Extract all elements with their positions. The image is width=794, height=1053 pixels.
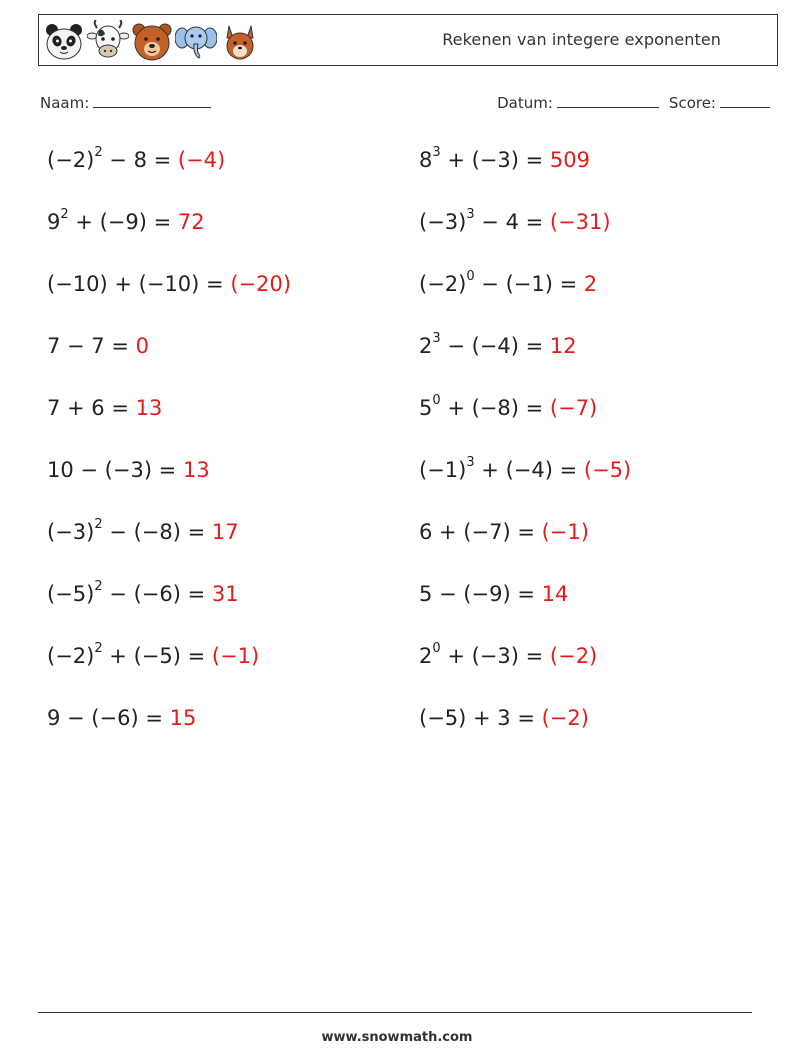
problem-exponent: 2 <box>94 641 103 656</box>
problem-expression-rest: + (−4) = <box>474 458 584 482</box>
problem-16 <box>419 582 568 606</box>
problem-answer: (−5) <box>583 458 632 482</box>
name-blank[interactable] <box>93 93 211 108</box>
problem-14 <box>419 520 589 544</box>
problem-answer: (−2) <box>549 644 598 668</box>
footer-site: www.snowmath.com <box>321 1030 473 1045</box>
problem-answer: (−20) <box>230 272 292 296</box>
score-label: Score: <box>668 94 716 112</box>
problem-19 <box>47 706 196 730</box>
problem-expression-rest: + (−5) = <box>102 644 212 668</box>
score-blank[interactable] <box>720 93 770 108</box>
problem-answer: (−1) <box>541 520 589 544</box>
panda-icon <box>43 20 85 62</box>
problem-expression: 6 + (−7) = <box>419 520 542 544</box>
problem-answer: 13 <box>135 396 163 420</box>
problem-3 <box>47 207 205 234</box>
problem-expression: 9 <box>47 210 61 234</box>
problem-expression: (−3) <box>419 210 467 234</box>
problem-13 <box>47 517 239 544</box>
problem-answer: (−2) <box>541 706 589 730</box>
problem-expression: (−2) <box>47 148 95 172</box>
date-label: Datum: <box>497 94 553 112</box>
name-label: Naam: <box>40 94 90 112</box>
problem-expression-rest: + (−8) = <box>440 396 550 420</box>
problem-exponent: 2 <box>94 145 103 160</box>
problem-2 <box>419 145 590 172</box>
worksheet-title: Rekenen van integere exponenten <box>442 30 721 49</box>
problem-expression: 2 <box>419 644 433 668</box>
squirrel-icon <box>219 20 261 62</box>
problem-answer: (−31) <box>549 210 611 234</box>
problem-expression-rest: + (−3) = <box>440 148 550 172</box>
problem-expression-rest: − (−1) = <box>474 272 584 296</box>
date-blank[interactable] <box>557 93 659 108</box>
problem-answer: 12 <box>549 334 577 358</box>
problem-exponent: 0 <box>466 269 475 284</box>
problem-expression: (−1) <box>419 458 467 482</box>
problem-expression: 8 <box>419 148 433 172</box>
problem-expression: (−5) <box>47 582 95 606</box>
problem-answer: 31 <box>211 582 239 606</box>
problem-expression: 7 + 6 = <box>47 396 136 420</box>
problem-expression: (−10) + (−10) = <box>47 272 231 296</box>
problem-11 <box>47 458 210 482</box>
problem-17 <box>47 641 260 668</box>
problem-expression: 5 − (−9) = <box>419 582 542 606</box>
problem-expression: 2 <box>419 334 433 358</box>
problem-expression-rest: − 8 = <box>102 148 178 172</box>
problem-1 <box>47 145 226 172</box>
problem-exponent: 3 <box>432 145 441 160</box>
problem-6 <box>419 269 598 296</box>
problem-15 <box>47 579 239 606</box>
problem-5 <box>47 272 291 296</box>
bear-icon <box>131 20 173 62</box>
problem-answer: 13 <box>182 458 210 482</box>
problem-answer: (−4) <box>177 148 226 172</box>
problem-answer: 509 <box>549 148 590 172</box>
problem-4 <box>419 207 611 234</box>
problem-answer: (−1) <box>211 644 260 668</box>
problem-expression: 9 − (−6) = <box>47 706 170 730</box>
problem-expression-rest: − (−8) = <box>102 520 212 544</box>
problem-exponent: 0 <box>432 641 441 656</box>
name-field <box>40 93 211 112</box>
problem-answer: 0 <box>135 334 149 358</box>
problem-answer: (−7) <box>549 396 598 420</box>
problem-9 <box>47 396 162 420</box>
problem-18 <box>419 641 598 668</box>
problem-answer: 72 <box>177 210 205 234</box>
problem-exponent: 2 <box>94 579 103 594</box>
problem-expression: 7 − 7 = <box>47 334 136 358</box>
problem-answer: 2 <box>583 272 598 296</box>
problem-expression-rest: − 4 = <box>474 210 550 234</box>
problem-answer: 14 <box>541 582 569 606</box>
elephant-icon <box>175 20 217 62</box>
problem-expression: 5 <box>419 396 433 420</box>
problem-exponent: 0 <box>432 393 441 408</box>
problem-exponent: 2 <box>60 207 69 222</box>
header-box <box>38 14 778 66</box>
problem-expression: (−2) <box>47 644 95 668</box>
problem-expression: 10 − (−3) = <box>47 458 183 482</box>
problem-exponent: 2 <box>94 517 103 532</box>
problem-answer: 17 <box>211 520 239 544</box>
problem-expression-rest: + (−3) = <box>440 644 550 668</box>
problem-12 <box>419 455 632 482</box>
problem-exponent: 3 <box>466 207 475 222</box>
problem-expression-rest: − (−4) = <box>440 334 550 358</box>
problem-answer: 15 <box>169 706 197 730</box>
problem-exponent: 3 <box>432 331 441 346</box>
problem-expression-rest: + (−9) = <box>68 210 178 234</box>
problem-expression: (−3) <box>47 520 95 544</box>
animal-icons <box>43 20 261 62</box>
problem-20 <box>419 706 589 730</box>
date-score-fields <box>497 93 770 112</box>
problem-expression-rest: − (−6) = <box>102 582 212 606</box>
problem-exponent: 3 <box>466 455 475 470</box>
problem-8 <box>419 331 577 358</box>
problem-expression: (−5) + 3 = <box>419 706 542 730</box>
cow-icon <box>87 20 129 62</box>
problem-10 <box>419 393 598 420</box>
footer-divider <box>38 1012 752 1013</box>
problem-7 <box>47 334 149 358</box>
problem-expression: (−2) <box>419 272 467 296</box>
